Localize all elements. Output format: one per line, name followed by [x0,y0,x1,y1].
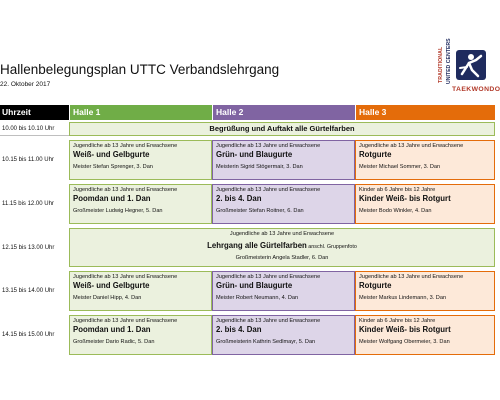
session-title: Lehrgang alle Gürtelfarben [207,241,307,250]
session-title: Weiß- und Gelbgurte [73,150,150,159]
time-slot: 10.00 bis 10.10 Uhr [0,122,69,136]
session-instructor: Großmeisterin Kathrin Sedlmayr, 5. Dan [216,339,316,345]
session-group: Jugendliche ab 13 Jahre und Erwachsene [73,274,178,280]
schedule-block [355,140,495,180]
session-title: Kinder Weiß- bis Rotgurt [359,325,451,334]
uttc-logo [438,38,500,96]
session-instructor: Großmeisterin Angela Stadler, 6. Dan [235,255,329,261]
schedule-block [355,271,495,311]
session-note: anschl. Gruppenfoto [306,244,357,250]
schedule-block [212,271,355,311]
session-group: Kinder ab 6 Jahre bis 12 Jahre [359,318,436,324]
schedule-block [69,184,212,224]
session-title: Begrüßung und Auftakt alle Gürtelfarben [209,124,355,133]
column-header-uhrzeit: Uhrzeit [0,105,69,120]
schedule-block [69,271,212,311]
schedule-block-welcome [69,122,495,136]
session-instructor: Meister Daniel Hipp, 4. Dan [73,295,142,301]
session-title: Grün- und Blaugurte [216,281,293,290]
session-group: Jugendliche ab 13 Jahre und Erwachsene [359,274,464,280]
session-title: Weiß- und Gelbgurte [73,281,150,290]
logo-text-taekwondo: TAEKWONDO [452,86,500,93]
column-header-halle-1: Halle 1 [69,105,212,120]
event-date: 22. Oktober 2017 [0,81,51,88]
column-header-halle-3: Halle 3 [355,105,495,120]
schedule-block [212,184,355,224]
session-group: Jugendliche ab 13 Jahre und Erwachsene [359,143,464,149]
session-group: Jugendliche ab 13 Jahre und Erwachsene [216,143,321,149]
session-title: Rotgurte [359,281,392,290]
session-group: Jugendliche ab 13 Jahre und Erwachsene [73,318,178,324]
session-group: Jugendliche ab 13 Jahre und Erwachsene [73,143,178,149]
schedule-block [69,315,212,355]
logo-text-traditional: TRADITIONAL [438,46,444,84]
session-instructor: Meister Michael Sommer, 3. Dan [359,164,441,170]
session-title: 2. bis 4. Dan [216,325,262,334]
session-group: Jugendliche ab 13 Jahre und Erwachsene [216,318,321,324]
time-slot: 14.15 bis 15.00 Uhr [2,332,55,338]
taekwondo-emblem-icon [456,50,486,80]
session-group: Jugendliche ab 13 Jahre und Erwachsene [216,274,321,280]
session-instructor: Großmeister Dario Radic, 5. Dan [73,339,155,345]
session-group: Jugendliche ab 13 Jahre und Erwachsene [229,231,335,237]
session-instructor: Großmeister Stefan Roitner, 6. Dan [216,208,304,214]
session-group: Kinder ab 6 Jahre bis 12 Jahre [359,187,436,193]
schedule-block-all-belts [69,228,495,267]
schedule-block [212,315,355,355]
session-group: Jugendliche ab 13 Jahre und Erwachsene [216,187,321,193]
page-title: Hallenbelegungsplan UTTC Verbandslehrgang [0,62,280,77]
session-instructor: Meister Stefan Sprenger, 3. Dan [73,164,153,170]
time-slot: 11.15 bis 12.00 Uhr [2,201,54,207]
session-title: Rotgurte [359,150,392,159]
session-title: Grün- und Blaugurte [216,150,293,159]
session-title: Kinder Weiß- bis Rotgurt [359,194,451,203]
session-title: Poomdan und 1. Dan [73,194,151,203]
schedule-block [355,184,495,224]
column-header-halle-2: Halle 2 [212,105,355,120]
session-instructor: Meisterin Sigrid Stögermair, 3. Dan [216,164,303,170]
session-instructor: Meister Markus Lindemann, 3. Dan [359,295,447,301]
schedule-block [212,140,355,180]
schedule-block [69,140,212,180]
schedule-block [355,315,495,355]
logo-text-united-centers: UNITED CENTERS [446,38,452,84]
time-slot: 12.15 bis 13.00 Uhr [2,244,55,251]
session-instructor: Großmeister Ludwig Hegner, 5. Dan [73,208,163,214]
session-instructor: Meister Robert Neumann, 4. Dan [216,295,299,301]
session-instructor: Meister Wolfgang Obermeier, 3. Dan [359,339,450,345]
session-group: Jugendliche ab 13 Jahre und Erwachsene [73,187,178,193]
session-title: 2. bis 4. Dan [216,194,262,203]
time-slot: 13.15 bis 14.00 Uhr [2,288,55,294]
session-title: Poomdan und 1. Dan [73,325,151,334]
session-instructor: Meister Bodo Winkler, 4. Dan [359,208,432,214]
time-slot: 10.15 bis 11.00 Uhr [2,157,54,163]
